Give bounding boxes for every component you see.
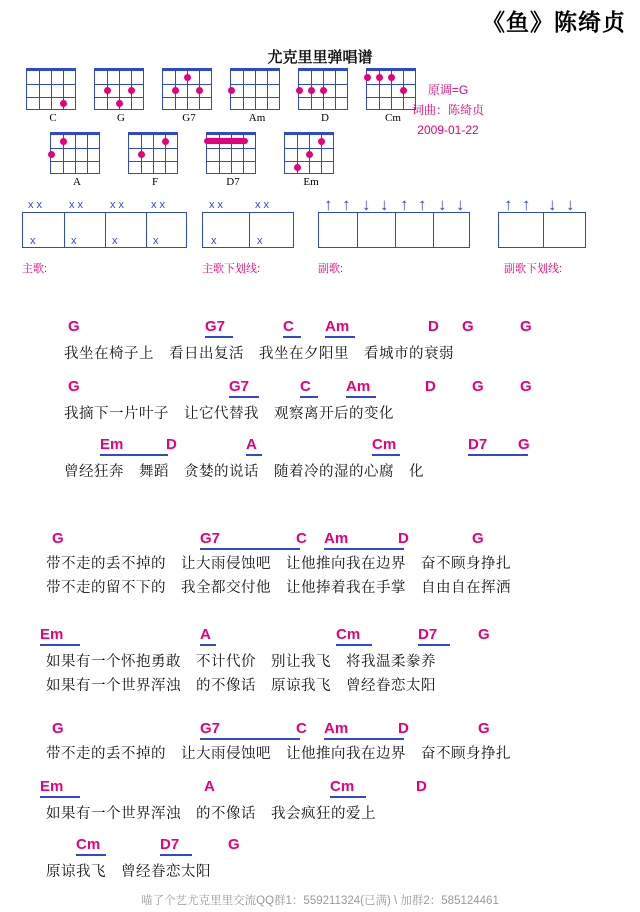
chord-marker: Am <box>325 318 350 335</box>
strumming-pattern-chorus-underline: ↑ ↑ ↓ ↓ 副歌下划线: <box>498 212 608 248</box>
chord-underline <box>229 396 259 398</box>
chord-underline <box>200 548 300 550</box>
chord-marker: D <box>416 778 427 795</box>
strumming-pattern-verse: x x x x x x x x x x x x 主歌: <box>22 212 192 248</box>
chord-marker: Em <box>100 436 124 453</box>
chord-underline <box>336 644 372 646</box>
chord-underline <box>300 396 318 398</box>
chord-marker: G <box>462 318 474 335</box>
strumming-grid <box>498 212 586 248</box>
chord-marker: D7 <box>468 436 488 453</box>
chord-diagram-g7 <box>162 68 216 124</box>
chord-marker: G7 <box>229 378 250 395</box>
chord-underline <box>324 548 404 550</box>
page-subtitle: 尤克里里弹唱谱 <box>267 49 373 66</box>
strumming-pattern-verse-underline: x x x x x x 主歌下划线: <box>202 212 302 248</box>
chord-diagram-d <box>298 68 352 124</box>
chord-label: Em <box>303 176 319 188</box>
chord-marker: Cm <box>336 626 361 643</box>
chord-underline <box>40 796 80 798</box>
chord-marker: D7 <box>418 626 438 643</box>
chord-marker: D <box>428 318 439 335</box>
chord-underline <box>246 454 262 456</box>
chord-marker: A <box>204 778 215 795</box>
chord-diagram-a <box>50 132 104 188</box>
chord-marker: Cm <box>330 778 355 795</box>
chord-diagram-row-1 <box>26 68 401 128</box>
chord-marker: A <box>246 436 257 453</box>
chord-underline <box>418 644 450 646</box>
chord-underline <box>325 336 355 338</box>
chord-marker: C <box>296 530 307 547</box>
chord-marker: G <box>472 378 484 395</box>
chord-label: Am <box>248 112 266 124</box>
strumming-grid <box>318 212 470 248</box>
chord-underline <box>200 738 300 740</box>
chord-marker: G <box>518 436 530 453</box>
chord-marker: G <box>478 626 490 643</box>
chord-underline <box>283 336 301 338</box>
chord-marker: A <box>200 626 211 643</box>
strumming-grid <box>22 212 187 248</box>
lyric-line: 曾经狂奔 舞蹈 贪婪的说话 随着冷的湿的心腐 化 <box>64 464 424 480</box>
chord-marker: Am <box>324 720 349 737</box>
lyric-line: 如果有一个怀抱勇敢 不计代价 别让我飞 将我温柔豢养 <box>46 654 436 670</box>
chord-marker: D <box>166 436 177 453</box>
lyric-line: 我摘下一片叶子 让它代替我 观察离开后的变化 <box>64 406 394 422</box>
chord-marker: D <box>425 378 436 395</box>
chord-underline <box>324 738 404 740</box>
chord-marker: C <box>296 720 307 737</box>
chord-marker: G <box>52 530 64 547</box>
chord-diagram-em <box>284 132 338 188</box>
chord-diagram-f <box>128 132 182 188</box>
chord-marker: D <box>398 530 409 547</box>
footer-note: 喵了个艺尤克里里交流QQ群1：559211324(已满) \ 加群2：585124461 <box>141 895 499 907</box>
chord-marker: C <box>300 378 311 395</box>
chord-marker: D <box>398 720 409 737</box>
lyric-line: 带不走的留不下的 我全都交付他 让他捧着我在手掌 自由自在挥洒 <box>46 580 511 596</box>
lyric-line: 如果有一个世界浑浊 的不像话 原谅我飞 曾经眷恋太阳 <box>46 678 436 694</box>
chord-label: A <box>73 176 81 188</box>
strumming-label-chorus: 副歌: <box>318 263 344 275</box>
chord-marker: G <box>68 318 80 335</box>
strumming-label-verse: 主歌: <box>22 263 48 275</box>
chord-diagram-cm <box>366 68 420 124</box>
chord-marker: G <box>472 530 484 547</box>
meta-key: 原调=G <box>427 83 469 97</box>
chord-marker: Cm <box>76 836 101 853</box>
chord-underline <box>76 854 106 856</box>
chord-label: G7 <box>182 112 196 124</box>
chord-diagram-row-2 <box>50 132 370 192</box>
chord-label: G <box>117 112 125 124</box>
meta-author: 词曲：陈绮贞 <box>411 103 484 117</box>
chord-underline <box>330 796 366 798</box>
page-title: 《鱼》陈绮贞 <box>482 9 626 35</box>
chord-underline <box>160 854 192 856</box>
chord-marker: G <box>520 378 532 395</box>
chord-marker: G7 <box>200 720 221 737</box>
chord-marker: Am <box>324 530 349 547</box>
chord-label: D <box>321 112 329 124</box>
chord-diagram-c <box>26 68 80 124</box>
chord-underline <box>468 454 528 456</box>
chord-marker: D7 <box>160 836 180 853</box>
lyric-line: 原谅我飞 曾经眷恋太阳 <box>46 864 211 880</box>
chord-underline <box>200 644 216 646</box>
chord-label: C <box>49 112 57 124</box>
strumming-label-chorus-underline: 副歌下划线: <box>504 263 563 275</box>
strumming-label-verse-underline: 主歌下划线: <box>202 263 261 275</box>
chord-marker: Em <box>40 626 64 643</box>
meta-date: 2009-01-22 <box>417 123 479 137</box>
chord-diagram-g <box>94 68 148 124</box>
chord-marker: G <box>68 378 80 395</box>
chord-marker: G <box>228 836 240 853</box>
chord-label: F <box>151 176 159 188</box>
chord-diagram-am <box>230 68 284 124</box>
lyric-line: 如果有一个世界浑浊 的不像话 我会疯狂的爱上 <box>46 806 376 822</box>
chord-marker: G7 <box>200 530 221 547</box>
chord-label: D7 <box>226 176 240 188</box>
chord-marker: Am <box>346 378 371 395</box>
chord-marker: Em <box>40 778 64 795</box>
chord-underline <box>372 454 400 456</box>
chord-marker: C <box>283 318 294 335</box>
chord-marker: G7 <box>205 318 226 335</box>
chord-marker: G <box>520 318 532 335</box>
lyric-line: 带不走的丢不掉的 让大雨侵蚀吧 让他推向我在边界 奋不顾身挣扎 <box>46 746 511 762</box>
chord-marker: G <box>52 720 64 737</box>
chord-underline <box>205 336 233 338</box>
chord-underline <box>40 644 80 646</box>
chord-marker: G <box>478 720 490 737</box>
lyric-line: 我坐在椅子上 看日出复活 我坐在夕阳里 看城市的衰弱 <box>64 346 454 362</box>
chord-label: Cm <box>385 112 401 124</box>
strumming-pattern-chorus: ↑ ↑ ↓ ↓ ↑ ↑ ↓ ↓ 副歌: <box>318 212 488 248</box>
chord-underline <box>100 454 168 456</box>
chord-underline <box>346 396 376 398</box>
lyric-line: 带不走的丢不掉的 让大雨侵蚀吧 让他推向我在边界 奋不顾身挣扎 <box>46 556 511 572</box>
chord-marker: Cm <box>372 436 397 453</box>
chord-diagram-d7 <box>206 132 260 188</box>
